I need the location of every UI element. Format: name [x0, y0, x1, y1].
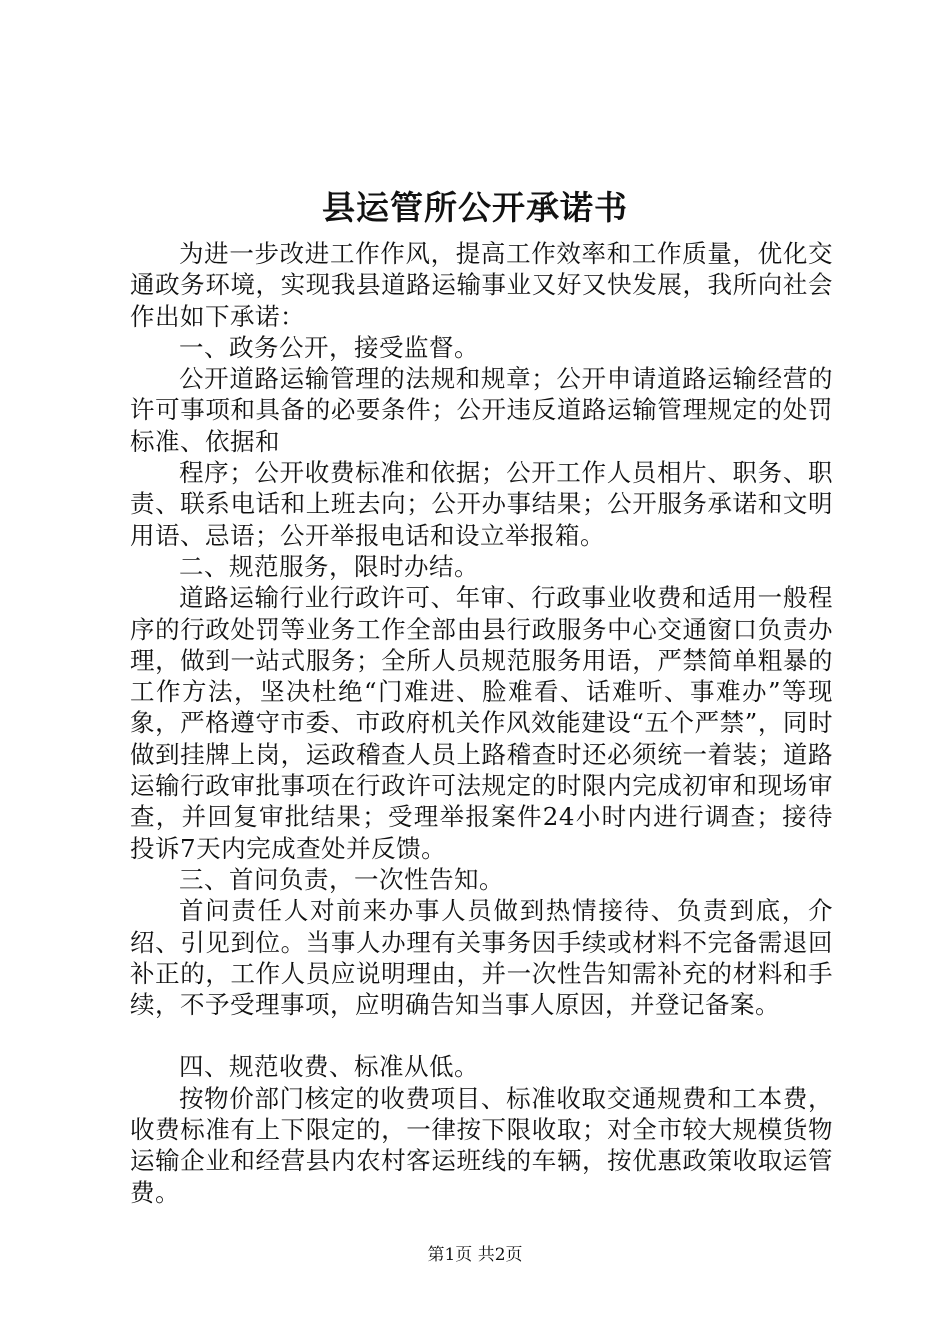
section-4-paragraph: 按物价部门核定的收费项目、标准收取交通规费和工本费，收费标准有上下限定的，一律按下限收取；对全市较大规模货物运输企业和经营县内农村客运班线的车辆，按优惠政策收取运管费。 [130, 1083, 833, 1207]
section-heading-2: 二、规范服务，限时办结。 [179, 551, 479, 581]
section-3-paragraph: 首问责任人对前来办事人员做到热情接待、负责到底，介绍、引见到位。当事人办理有关事务因手续或材料不完备需退回补正的，工作人员应说明理由，并一次性告知需补充的材料和手续，不予受理事项，应明确告知当事人原因，并登记备案。 [130, 896, 833, 1020]
section-2-paragraph: 道路运输行业行政许可、年审、行政事业收费和适用一般程序的行政处罚等业务工作全部由县行政服务中心交通窗口负责办理，做到一站式服务；全所人员规范服务用语，严禁简单粗暴的工作方法，坚决杜绝“门难进、脸难看、话难听、事难办”等现象，严格遵守市委、市政府机关作风效能建设“五个严禁”，同时做到挂牌上岗，运政稽查人员上路稽查时还必须统一着装；道路运输行政审批事项在行政许可法规定的时限内完成初审和现场审查，并回复审批结果；受理举报案件24小时内进行调查；接待投诉7天内完成查处并反馈。 [130, 583, 833, 863]
section-1-paragraph-continued: 程序；公开收费标准和依据；公开工作人员相片、职务、职责、联系电话和上班去向；公开办事结果；公开服务承诺和文明用语、忌语；公开举报电话和设立举报箱。 [130, 458, 833, 550]
section-1-paragraph: 公开道路运输管理的法规和规章；公开申请道路运输经营的许可事项和具备的必要条件；公开违反道路运输管理规定的处罚标准、依据和 [130, 364, 833, 456]
document-body [130, 238, 833, 1208]
document-title: 县运管所公开承诺书 [322, 188, 628, 227]
section-heading-4: 四、规范收费、标准从低。 [179, 1052, 479, 1082]
section-heading-1: 一、政务公开，接受监督。 [179, 332, 479, 362]
section-heading-3: 三、首问负责，一次性告知。 [179, 864, 504, 894]
intro-paragraph: 为进一步改进工作作风，提高工作效率和工作质量，优化交通政务环境，实现我县道路运输事业又好又快发展，我所向社会作出如下承诺： [130, 239, 833, 331]
page-number-footer: 第1页 共2页 [427, 1245, 523, 1265]
